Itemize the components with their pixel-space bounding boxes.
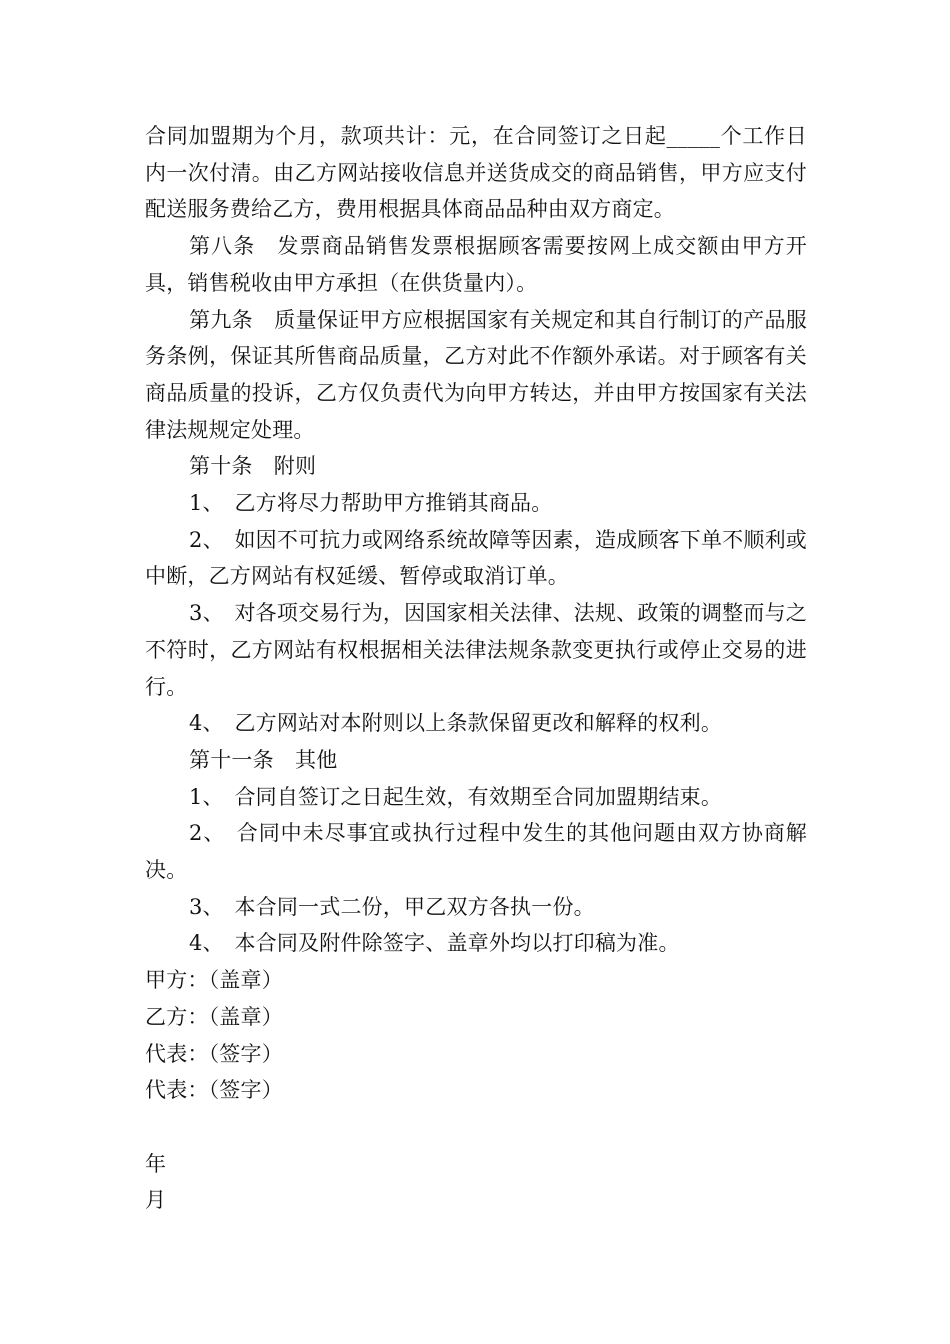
date-month: 月	[145, 1188, 167, 1213]
article-11-item-3: 3、 本合同一式二份，甲乙双方各执一份。	[189, 894, 595, 919]
article-11-item-4: 4、 本合同及附件除签字、盖章外均以打印稿为准。	[189, 931, 680, 956]
contract-body	[145, 118, 807, 1219]
spacer	[145, 1109, 807, 1146]
party-b-representative-line: 代表：（签字）	[145, 1078, 283, 1103]
date-year: 年	[145, 1151, 167, 1176]
article-11-item-1: 1、 合同自签订之日起生效，有效期至合同加盟期结束。	[189, 784, 723, 809]
party-b-seal-line: 乙方：（盖章）	[145, 1004, 283, 1029]
article-10-item-4: 4、 乙方网站对本附则以上条款保留更改和解释的权利。	[189, 711, 723, 736]
article-10-item-2: 2、 如因不可抗力或网络系统故障等因素，造成顾客下单不顺利或中断，乙方网站有权延缓、暂停或取消订单。	[145, 527, 807, 589]
party-a-representative-line: 代表：（签字）	[145, 1041, 283, 1066]
article-8-invoice: 第八条 发票商品销售发票根据顾客需要按网上成交额由甲方开具，销售税收由甲方承担（在供货量内）。	[145, 234, 807, 295]
article-11-heading: 第十一条 其他	[189, 747, 338, 772]
party-a-seal-line: 甲方：（盖章）	[145, 968, 283, 993]
article-10-item-1: 1、 乙方将尽力帮助甲方推销其商品。	[189, 491, 553, 516]
payment-terms-paragraph: 合同加盟期为个月，款项共计：元，在合同签订之日起_____个工作日内一次付清。由乙方网站接收信息并送货成交的商品销售，甲方应支付配送服务费给乙方，费用根据具体商品品种由双方商定。	[145, 124, 807, 222]
article-10-item-3: 3、 对各项交易行为，因国家相关法律、法规、政策的调整而与之不符时，乙方网站有权根据相关法律法规条款变更执行或停止交易的进行。	[145, 601, 807, 699]
article-9-quality: 第九条 质量保证甲方应根据国家有关规定和其自行制订的产品服务条例，保证其所售商品质量，乙方对此不作额外承诺。对于顾客有关商品质量的投诉，乙方仅负责代为向甲方转达，并由甲方按国家有关法律法规规定处理。	[145, 307, 807, 442]
article-10-heading: 第十条 附则	[189, 454, 317, 479]
article-11-item-2: 2、 合同中未尽事宜或执行过程中发生的其他问题由双方协商解决。	[145, 821, 807, 883]
